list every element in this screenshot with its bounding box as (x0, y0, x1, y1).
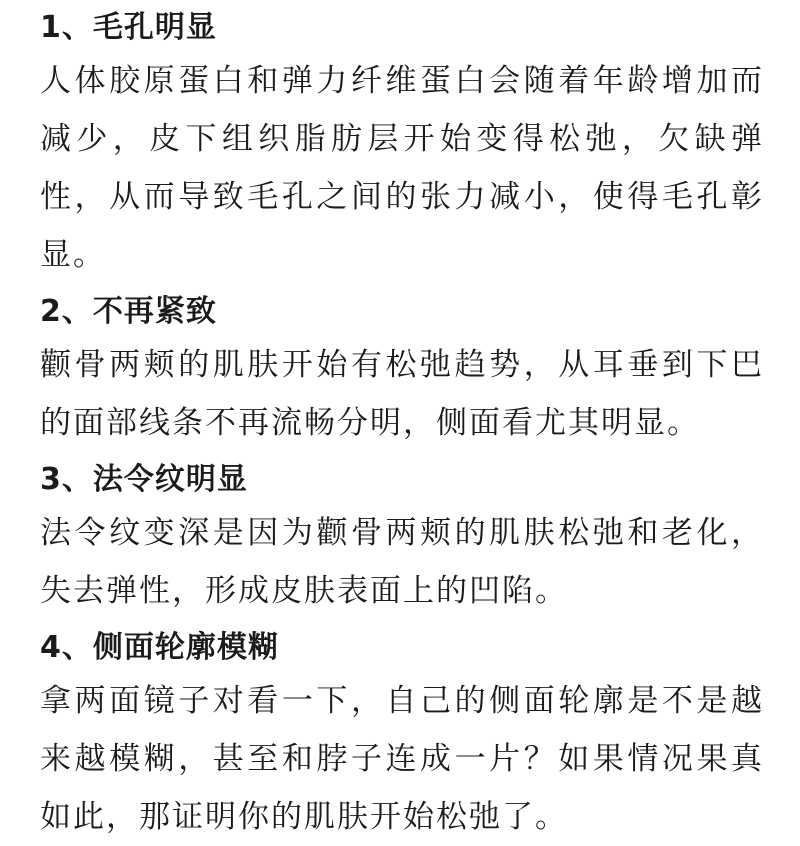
section-pores (40, 0, 764, 284)
section-heading: 4、侧面轮廓模糊 (40, 630, 279, 665)
section-nasolabial-folds (40, 452, 764, 620)
section-heading: 3、法令纹明显 (40, 462, 248, 497)
section-firmness (40, 284, 764, 452)
section-heading: 1、毛孔明显 (40, 10, 217, 45)
section-paragraph: 法令纹变深是因为颧骨两颊的肌肤松弛和老化，失去弹性，形成皮肤表面上的凹陷。 (40, 515, 764, 609)
article-body (40, 0, 764, 846)
section-profile-contour (40, 620, 764, 846)
section-heading: 2、不再紧致 (40, 294, 217, 329)
section-paragraph: 人体胶原蛋白和弹力纤维蛋白会随着年龄增加而减少，皮下组织脂肪层开始变得松弛，欠缺弹性，从而导致毛孔之间的张力减小，使得毛孔彰显。 (40, 63, 764, 273)
section-paragraph: 颧骨两颊的肌肤开始有松弛趋势，从耳垂到下巴的面部线条不再流畅分明，侧面看尤其明显。 (40, 347, 764, 441)
section-paragraph: 拿两面镜子对看一下，自己的侧面轮廓是不是越来越模糊，甚至和脖子连成一片？如果情况果真如此，那证明你的肌肤开始松弛了。 (40, 683, 764, 835)
